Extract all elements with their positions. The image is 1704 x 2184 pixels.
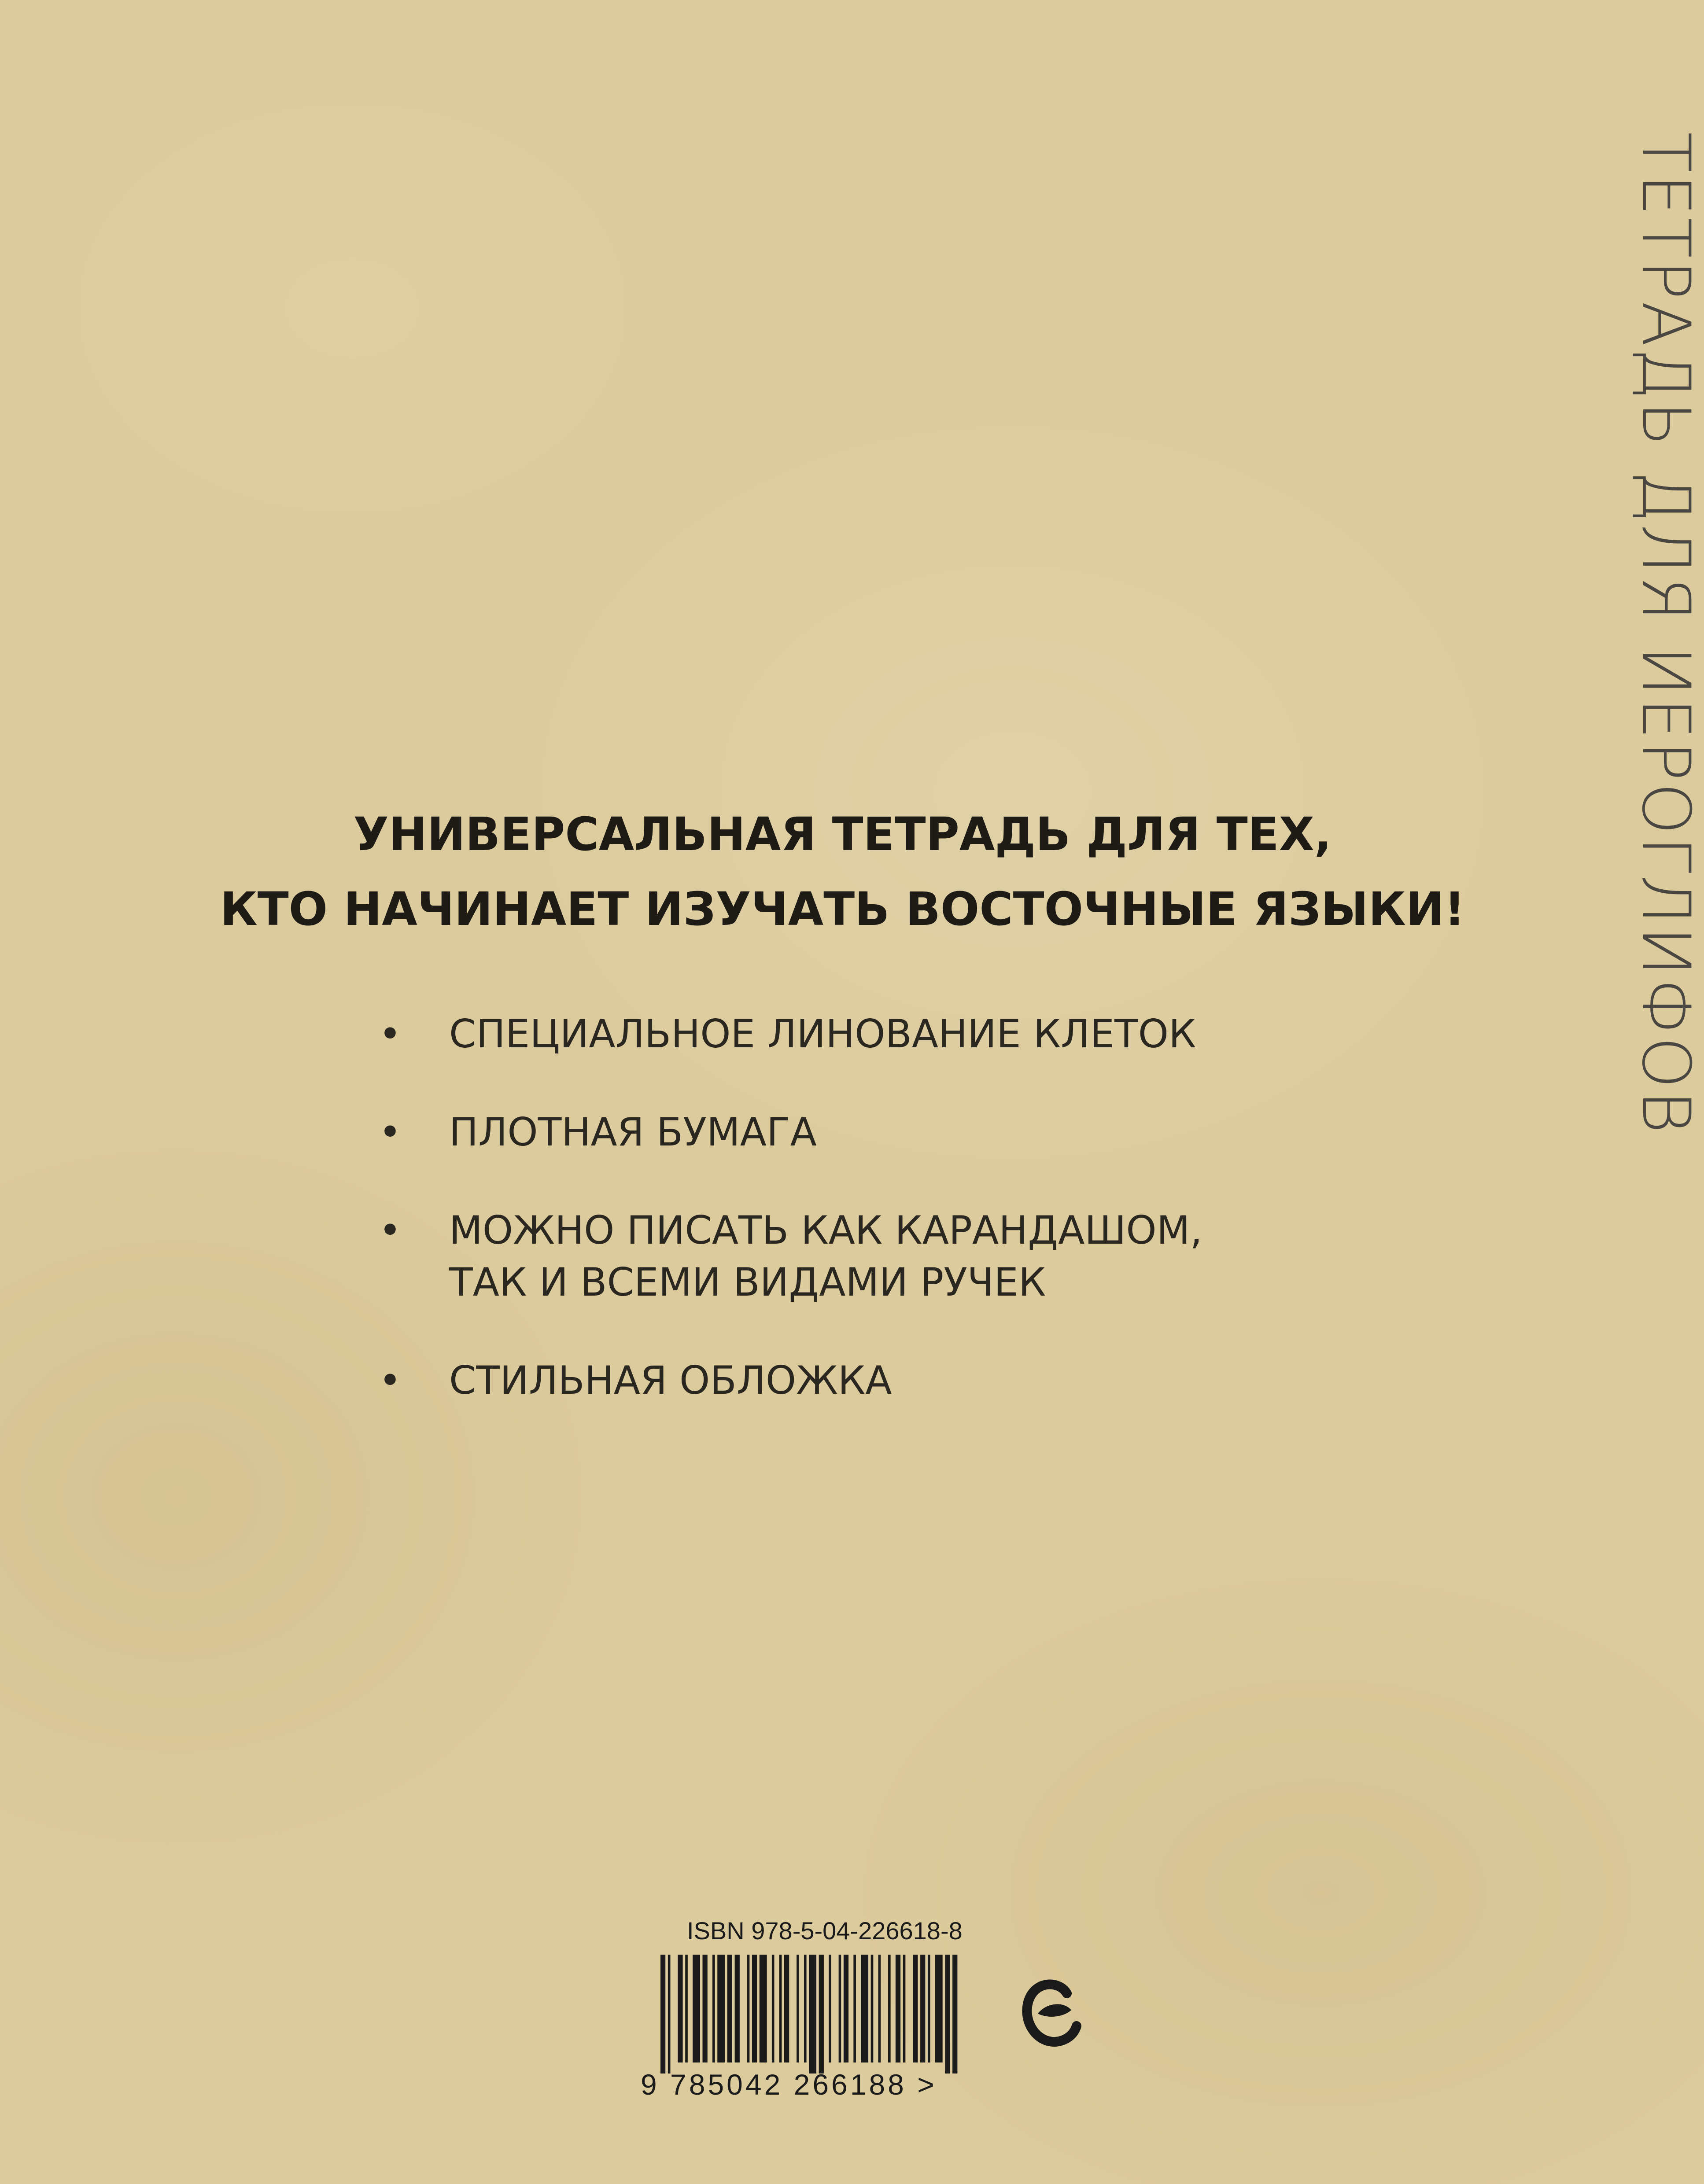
- bullet-icon: •: [379, 1109, 402, 1155]
- headline-line-1: УНИВЕРСАЛЬНАЯ ТЕТРАДЬ ДЛЯ ТЕХ,: [353, 807, 1332, 861]
- feature-item: [379, 1106, 1435, 1158]
- bullet-icon: •: [379, 1011, 402, 1057]
- eksmo-logo-icon: [1015, 1968, 1085, 2056]
- feature-item: [379, 1355, 1435, 1407]
- feature-text: ТАК И ВСЕМИ ВИДАМИ РУЧЕК: [449, 1260, 1046, 1305]
- headline-line-2: КТО НАЧИНАЕТ ИЗУЧАТЬ ВОСТОЧНЫЕ ЯЗЫКИ!: [220, 882, 1465, 936]
- barcode: [660, 1955, 960, 2074]
- feature-item: [379, 1204, 1435, 1308]
- spine-title: ТЕТРАДЬ ДЛЯ ИЕРОГЛИФОВ: [1627, 132, 1704, 1135]
- feature-text: СТИЛЬНАЯ ОБЛОЖКА: [449, 1358, 892, 1403]
- bullet-icon: •: [379, 1358, 402, 1403]
- feature-text: СПЕЦИАЛЬНОЕ ЛИНОВАНИЕ КЛЕТОК: [449, 1011, 1196, 1057]
- feature-text: ПЛОТНАЯ БУМАГА: [449, 1109, 817, 1155]
- feature-list: [379, 1008, 1435, 1453]
- feature-item: [379, 1008, 1435, 1060]
- barcode-digits: 9 785042 266188 >: [641, 2068, 937, 2101]
- bullet-icon: •: [379, 1208, 402, 1253]
- feature-text: МОЖНО ПИСАТЬ КАК КАРАНДАШОМ,: [449, 1208, 1202, 1253]
- isbn-label: ISBN 978-5-04-226618-8: [687, 1917, 963, 1945]
- headline: [0, 797, 1685, 947]
